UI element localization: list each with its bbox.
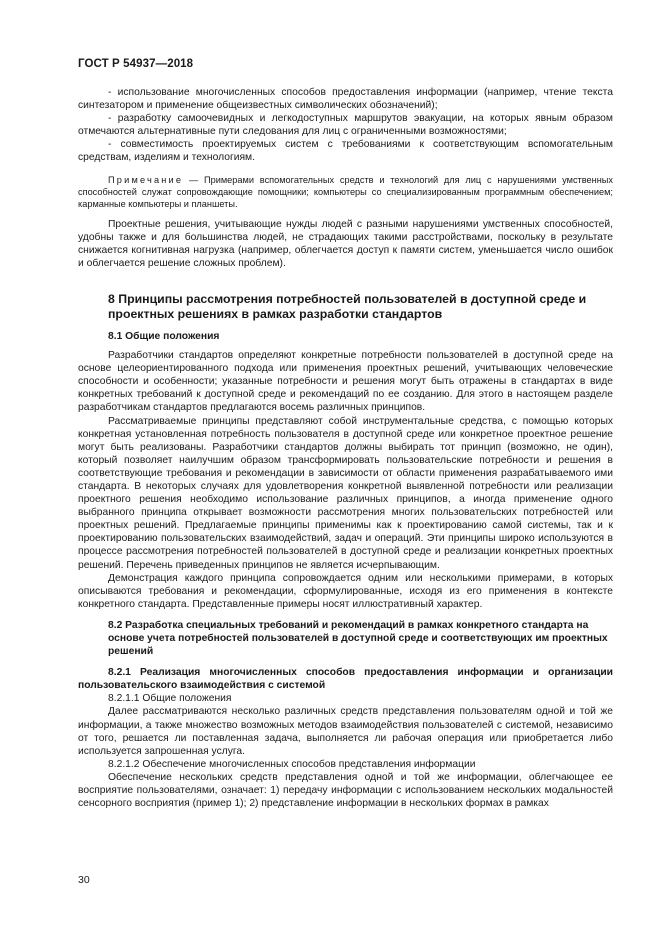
- note-paragraph: [78, 174, 613, 210]
- paragraph: Рассматриваемые принципы представляют собой инструментальные средства, с помощью которых конкретная установленная потребность пользователя в доступной среде или конкретное проектное решение могут быть реализованы. Разработчики стандартов должны выбирать тот принцип (возможно, не один), который позволяет наилучшим образом трансформировать пользовательские потребности и решения в соответствующие требования и рекомендации в зависимости от области применения разрабатываемого ими стандарта. В некоторых случаях для удовлетворения конкретной выявленной потребности или реализации проектного решения необходимо использование различных принципов, а иногда применение одного выбранного принципа открывает возможности рассмотрения многих пользовательских потребностей или проектных решений. Предлагаемые принципы применимы как к проектированию самой системы, так и к проектированию пользовательских взаимодействий, задач и операций. Эти принципы широко используются в процессе рассмотрения потребностей пользователей в доступной среде и реализации конкретных проектных решений. Перечень приведенных принципов не является исчерпывающим.: [78, 415, 613, 571]
- note-text: — Примерами вспомогательных средств и технологий для лиц с нарушениями умственных способностей служат сопровождающие помощники; компьютеры со специализированным программным обеспечением; карманные компьютеры и планшеты.: [78, 174, 613, 209]
- paragraph: Демонстрация каждого принципа сопровождается одним или несколькими примерами, в которых описываются требования и рекомендации, сформулированные, исходя из его применения в контексте конкретного стандарта. Представленные примеры носят иллюстративный характер.: [78, 572, 613, 610]
- paragraph: Далее рассматриваются несколько различных средств представления пользователям одной и той же информации, а также множество возможных методов взаимодействия пользователей с системой, независимо от того, решается ли поставленная задача, выполняется ли рабочая операция или приобретается либо используется запрошенная услуга.: [78, 706, 613, 757]
- subsection-heading: 8.1 Общие положения: [108, 330, 220, 342]
- clause-heading: 8.2.1 Реализация многочисленных способов предоставления информации и организации пользовательского взаимодействия с системой: [78, 667, 613, 692]
- clause-title: 8.2.1.1 Общие положения: [108, 693, 232, 705]
- page-content: [78, 86, 613, 810]
- clause-title: 8.2.1.2 Обеспечение многочисленных способов представления информации: [108, 758, 476, 770]
- list-item: - совместимость проектируемых систем с требованиями к соответствующим вспомогательным средствам, изделиям и технологиям.: [78, 139, 613, 164]
- paragraph: Проектные решения, учитывающие нужды людей с разными нарушениями умственных способностей, удобны также и для большинства людей, не страдающих такими расстройствами, поскольку в результате снижается когнитивная нагрузка (например, облегчается доступ к памяти систем, уменьшается число ошибок и облегчается решение сложных проблем).: [78, 218, 613, 269]
- page-number: 30: [78, 874, 90, 886]
- note-label: Примечание: [108, 174, 184, 185]
- list-item: - использование многочисленных способов предоставления информации (например, чтение текста синтезатором и применение общеизвестных символических обозначений);: [78, 87, 613, 112]
- paragraph: Обеспечение нескольких средств представления одной и той же информации, облегчающее ее восприятие пользователями, означает: 1) передачу информации с использованием нескольких модальностей сенсорного восприятия (пример 1); 2) представление информации в нескольких формах в рамках: [78, 771, 613, 810]
- document-header: ГОСТ Р 54937—2018: [78, 58, 194, 70]
- subsection-heading: 8.2 Разработка специальных требований и рекомендаций в рамках конкретного стандарта на основе учета потребностей пользователей в доступной среде и соответствующих им проектных решений: [108, 619, 608, 658]
- section-heading: 8 Принципы рассмотрения потребностей пользователей в доступной среде и проектных решениях в рамках разработки стандартов: [108, 291, 587, 321]
- paragraph: Разработчики стандартов определяют конкретные потребности пользователей в доступной среде на основе целеориентированного подхода или применения проектных решений, учитывающих человеческие способности и особенности; указанные потребности и решения могут быть отражены в стандартах в виде конкретных требований к доступной среде и рекомендаций по ее созданию. Для этого в настоящем разделе разработчикам стандартов предлагаются восемь различных принципов.: [78, 350, 613, 414]
- list-item: - разработку самоочевидных и легкодоступных маршрутов эвакуации, на которых явным образом отмечаются альтернативные пути следования для лиц с ограниченными возможностями;: [78, 113, 613, 138]
